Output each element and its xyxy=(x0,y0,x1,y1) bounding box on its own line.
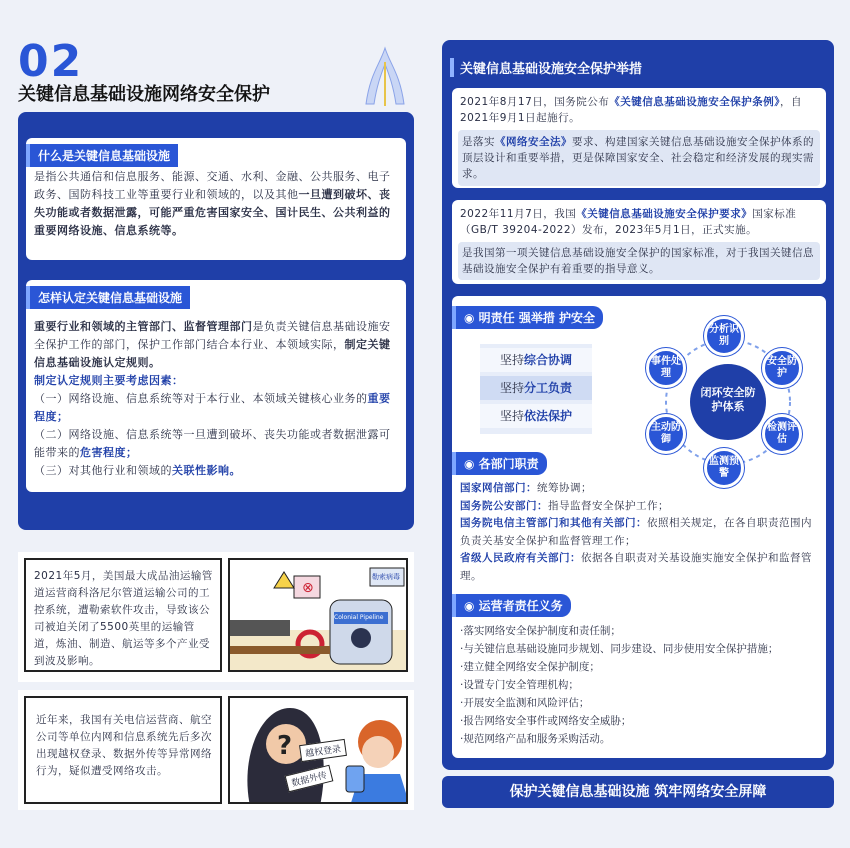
rule-1: （一）网络设施、信息系统等对于本行业、本领域关键核心业务的 xyxy=(34,392,368,405)
dept-2-val: 指导监督安全保护工作； xyxy=(548,499,669,512)
right-title: 关键信息基础设施安全保护举措 xyxy=(450,58,830,77)
dept-3-key: 国务院电信主管部门和其他有关部门： xyxy=(460,517,647,529)
what-text-normal: 是指公共通信和信息服务、能源、交通、水利、金融、公共服务、电子政务、国防科技工业等重要行业和领域的，以及其他 xyxy=(34,170,391,201)
how-p1-bold: 重要行业和领域的主管部门、监督管理部门 xyxy=(34,320,253,333)
sign-unauthorized-login: 越权登录 xyxy=(299,739,347,762)
ops-item: ·设置专门安全管理机构； xyxy=(460,679,579,691)
ops-list xyxy=(460,622,820,748)
how-p1-bold2: 制定关键信息基础设施认定规则。 xyxy=(34,338,391,369)
b2-line2: 国家标准（GB/T 39204-2022）发布，2023年5月1日，正式实施。 xyxy=(460,208,797,236)
rule-2-em: 危害程度； xyxy=(80,446,138,459)
duty-tag: ◉ 明责任 强举措 护安全 xyxy=(452,306,603,329)
standard-text xyxy=(460,206,818,238)
principle-2-b: 分工负责 xyxy=(524,381,573,395)
section-header xyxy=(18,36,338,110)
node-evaluate: 检测评估 xyxy=(762,414,802,454)
how-p1-normal: 是负责关键信息基础设施安全保护工作的部门，保护工作部门结合本行业、本领域实际， xyxy=(34,320,391,351)
principles-box xyxy=(480,344,592,434)
b1-regulation: 《关键信息基础设施安全保护条例》 xyxy=(609,96,781,108)
rule-3-em: 关联性影响。 xyxy=(172,464,241,477)
node-defend: 主动防御 xyxy=(646,414,686,454)
ops-item: ·开展安全监测和风险评估； xyxy=(460,697,590,709)
duty-tag-label: 明责任 强举措 护安全 xyxy=(478,311,596,325)
node-monitor: 监测预警 xyxy=(704,448,744,488)
b2-line1: 2022年11月7日，我国 xyxy=(460,208,577,220)
how-card xyxy=(26,280,406,492)
ops-item: ·报告网络安全事件或网络安全威胁； xyxy=(460,715,632,727)
cycle-center-label: 闭环安全防护体系 xyxy=(700,386,756,413)
svg-text:⊗: ⊗ xyxy=(302,580,314,596)
ops-tag: ◉ 运营者责任义务 xyxy=(452,594,571,617)
how-tag: 怎样认定关键信息基础设施 xyxy=(26,286,190,309)
principle-3-b: 依法保护 xyxy=(524,409,573,423)
svg-text:?: ? xyxy=(277,731,293,761)
ops-item: ·落实网络安全保护制度和责任制； xyxy=(460,625,621,637)
depts-tag: ◉ 各部门职责 xyxy=(452,452,547,475)
dept-3-val: 依照相关规定，在各自职责范围内负责关基安全保护和监督管理工作； xyxy=(460,517,812,547)
b2-standard: 《关键信息基础设施安全保护要求》 xyxy=(576,208,753,220)
regulation-note xyxy=(458,130,820,186)
comic1-text: 2021年5月，美国最大成品油运输管道运营商科洛尼尔管道运输公司的工控系统，遭勒索软件攻击，导致该公司被迫关闭了5500英里的运输管道，炼油、制造、航运等多个产业受到波及影响。 xyxy=(34,570,213,667)
node-analyze: 分析识别 xyxy=(704,316,744,356)
b1-g1: 是落实 xyxy=(462,136,495,148)
principle-3-a: 坚持 xyxy=(499,409,524,423)
regulation-card xyxy=(452,88,826,188)
node-incident: 事件处理 xyxy=(646,348,686,388)
dept-4-val: 依据各自职责对关基设施实施安全保护和监督管理。 xyxy=(460,552,812,582)
b1-law: 《网络安全法》 xyxy=(495,136,572,148)
principle-1-a: 坚持 xyxy=(499,353,524,367)
ops-item: ·与关键信息基础设施同步规划、同步建设、同步使用安全保护措施； xyxy=(460,643,779,655)
b1-line1: 2021年8月17日，国务院公布 xyxy=(460,96,610,108)
ops-item: ·规范网络产品和服务采购活动。 xyxy=(460,733,611,745)
rule-2: （二）网络设施、信息系统等一旦遭到破坏、丧失功能或者数据泄露可能带来的 xyxy=(34,428,391,459)
depts-tag-label: 各部门职责 xyxy=(478,457,539,471)
right-title-bar xyxy=(450,58,830,80)
ops-tag-label: 运营者责任义务 xyxy=(478,599,563,613)
duty-card xyxy=(452,296,826,758)
b1-line2: ，自2021年9月1日起施行。 xyxy=(460,96,803,124)
standard-card xyxy=(452,200,826,284)
b1-g2: 要求、构建国家关键信息基础设施安全保护体系的顶层设计和重要举措，更是保障国家安全、社会稳定和经济发展的现实需求。 xyxy=(462,136,814,180)
what-text xyxy=(34,168,398,240)
how-text xyxy=(34,318,398,480)
rule-3: （三）对其他行业和领域的 xyxy=(34,464,172,477)
comic1-textbox xyxy=(24,558,222,672)
standard-note: 是我国第一项关键信息基础设施安全保护的国家标准，对于我国关键信息基础设施安全保护有着重要的指导意义。 xyxy=(458,242,820,280)
regulation-text xyxy=(460,94,818,126)
bug-label: 勒索病毒 xyxy=(372,573,400,581)
shield-decoration-icon xyxy=(360,44,410,114)
what-card xyxy=(26,138,406,260)
tank-label: Colonial Pipeline xyxy=(334,614,384,621)
comic-panel-2 xyxy=(18,690,414,810)
comic2-textbox xyxy=(24,696,222,804)
footer-slogan: 保护关键信息基础设施 筑牢网络安全屏障 xyxy=(442,776,834,808)
dept-1-key: 国家网信部门： xyxy=(460,482,537,494)
section-title: 关键信息基础设施网络安全保护 xyxy=(18,84,270,105)
section-number: 02 xyxy=(18,36,84,87)
comic2-text: 近年来，我国有关电信运营商、航空公司等单位内网和信息系统先后多次出现越权登录、数据外传等异常网络行为，疑似遭受网络攻击。 xyxy=(36,714,212,777)
depts-text xyxy=(460,480,820,585)
dept-1-val: 统筹协调； xyxy=(537,482,592,494)
principle-2 xyxy=(480,376,592,400)
principle-3 xyxy=(480,404,592,428)
dept-4-key: 省级人民政府有关部门： xyxy=(460,552,581,564)
what-tag: 什么是关键信息基础设施 xyxy=(26,144,178,167)
rule-1-em: 重要程度； xyxy=(34,392,391,423)
comic2-illustration xyxy=(228,696,408,804)
node-protect: 安全防护 xyxy=(762,348,802,388)
comic-panel-1 xyxy=(18,552,414,682)
ops-item: ·建立健全网络安全保护制度； xyxy=(460,661,600,673)
principle-1 xyxy=(480,348,592,372)
principle-2-a: 坚持 xyxy=(499,381,524,395)
what-text-bold: 一旦遭到破坏、丧失功能或者数据泄露，可能严重危害国家安全、国计民生、公共利益的重要网络设施、信息系统等。 xyxy=(34,188,391,237)
sign-data-leak: 数据外传 xyxy=(285,765,334,793)
principle-1-b: 综合协调 xyxy=(524,353,573,367)
rule-title: 制定认定规则主要考虑因素： xyxy=(34,374,184,387)
dept-2-key: 国务院公安部门： xyxy=(460,499,548,512)
comic1-illustration xyxy=(228,558,408,672)
